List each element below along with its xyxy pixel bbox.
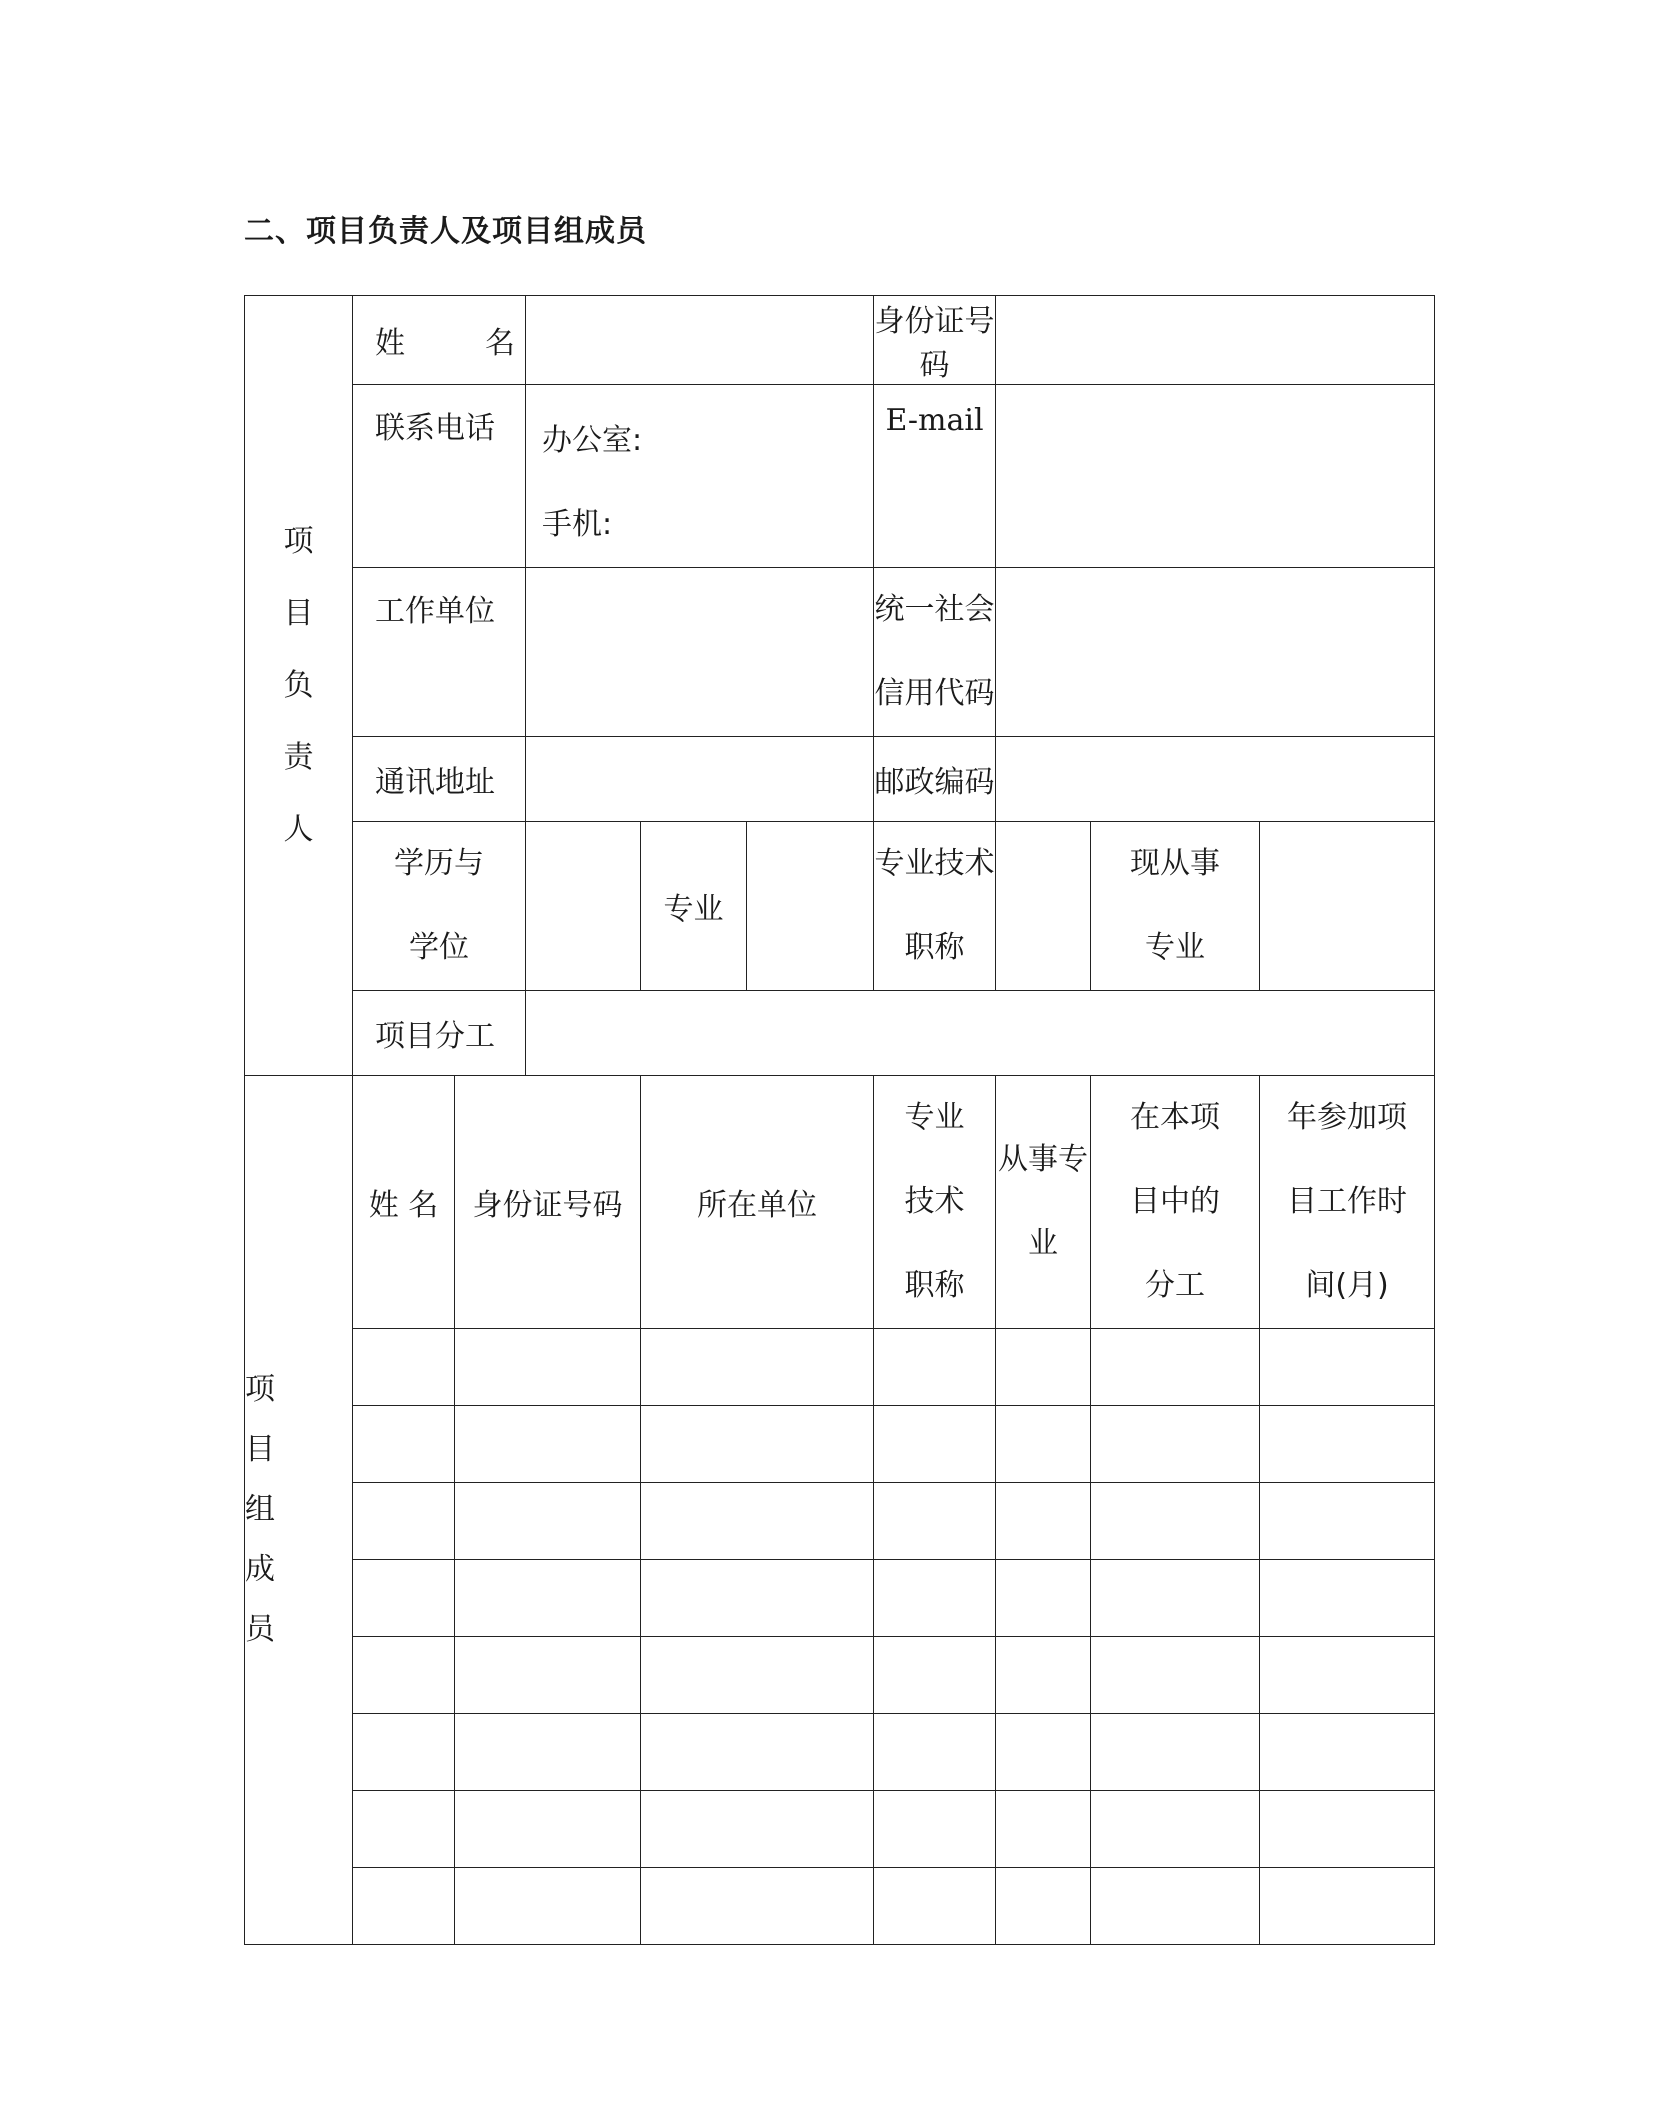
member-row [245,1714,1435,1791]
office-phone-label: 办公室: [542,423,643,458]
member-cell[interactable] [1091,1483,1260,1560]
member-cell[interactable] [996,1329,1091,1406]
member-cell[interactable] [1091,1406,1260,1483]
member-row [245,1637,1435,1714]
member-cell[interactable] [1260,1329,1435,1406]
member-major-header: 从事专 业 [996,1076,1091,1329]
member-cell[interactable] [996,1483,1091,1560]
member-cell[interactable] [641,1714,874,1791]
member-cell[interactable] [353,1637,455,1714]
member-row [245,1329,1435,1406]
member-cell[interactable] [996,1560,1091,1637]
email-field[interactable] [996,385,1435,568]
member-row [245,1560,1435,1637]
degree-label: 学历与 学位 [353,822,526,991]
current-major-label: 现从事 专业 [1091,822,1260,991]
member-row [245,1483,1435,1560]
member-cell[interactable] [1091,1714,1260,1791]
member-cell[interactable] [455,1714,641,1791]
work-unit-label: 工作单位 [353,568,526,737]
phone-field[interactable] [526,385,874,568]
id-label: 身份证号码 [874,296,996,385]
member-cell[interactable] [1260,1560,1435,1637]
member-row [245,1406,1435,1483]
member-cell[interactable] [874,1714,996,1791]
member-cell[interactable] [353,1483,455,1560]
leader-name-field[interactable] [526,296,874,385]
member-cell[interactable] [455,1791,641,1868]
member-cell[interactable] [874,1329,996,1406]
division-field[interactable] [526,991,1435,1076]
member-cell[interactable] [1260,1483,1435,1560]
member-cell[interactable] [1091,1791,1260,1868]
current-major-field[interactable] [1260,822,1435,991]
professional-title-label: 专业技术 职称 [874,822,996,991]
address-field[interactable] [526,737,874,822]
member-cell[interactable] [455,1483,641,1560]
work-unit-field[interactable] [526,568,874,737]
member-cell[interactable] [641,1637,874,1714]
name-label: 姓 名 [353,296,526,385]
member-cell[interactable] [874,1868,996,1945]
credit-code-label: 统一社会 信用代码 [874,568,996,737]
member-cell[interactable] [996,1406,1091,1483]
member-cell[interactable] [353,1868,455,1945]
member-unit-header: 所在单位 [641,1076,874,1329]
member-division-header: 在本项 目中的 分工 [1091,1076,1260,1329]
member-cell[interactable] [874,1483,996,1560]
phone-label: 联系电话 [353,385,526,568]
mobile-phone-label: 手机: [542,507,613,542]
member-cell[interactable] [641,1329,874,1406]
member-cell[interactable] [1260,1714,1435,1791]
professional-title-field[interactable] [996,822,1091,991]
member-cell[interactable] [874,1560,996,1637]
leader-id-field[interactable] [996,296,1435,385]
member-cell[interactable] [455,1329,641,1406]
member-cell[interactable] [641,1406,874,1483]
member-name-header: 姓 名 [353,1076,455,1329]
member-cell[interactable] [353,1714,455,1791]
section-title: 二、项目负责人及项目组成员 [244,214,647,249]
member-cell[interactable] [641,1560,874,1637]
member-cell[interactable] [874,1637,996,1714]
member-cell[interactable] [1260,1406,1435,1483]
member-cell[interactable] [1091,1560,1260,1637]
member-cell[interactable] [1260,1637,1435,1714]
member-cell[interactable] [1091,1329,1260,1406]
member-cell[interactable] [1091,1868,1260,1945]
member-cell[interactable] [455,1406,641,1483]
email-label: E-mail [874,385,996,568]
address-label: 通讯地址 [353,737,526,822]
member-cell[interactable] [353,1791,455,1868]
member-cell[interactable] [996,1637,1091,1714]
project-personnel-table [244,295,1435,1945]
member-row [245,1868,1435,1945]
member-cell[interactable] [455,1637,641,1714]
member-cell[interactable] [1260,1868,1435,1945]
member-cell[interactable] [455,1560,641,1637]
member-cell[interactable] [874,1406,996,1483]
division-label: 项目分工 [353,991,526,1076]
postal-label: 邮政编码 [874,737,996,822]
members-group-label: 项 目 组 成 员 [245,1076,353,1945]
member-time-header: 年参加项 目工作时 间(月) [1260,1076,1435,1329]
postal-field[interactable] [996,737,1435,822]
member-cell[interactable] [874,1791,996,1868]
member-cell[interactable] [353,1560,455,1637]
member-cell[interactable] [1260,1791,1435,1868]
major-label: 专业 [641,822,747,991]
member-cell[interactable] [455,1868,641,1945]
member-title-header: 专业 技术 职称 [874,1076,996,1329]
member-row [245,1791,1435,1868]
member-cell[interactable] [641,1791,874,1868]
member-id-header: 身份证号码 [455,1076,641,1329]
member-cell[interactable] [996,1714,1091,1791]
leader-group-label: 项 目 负 责 人 [245,296,353,1076]
member-cell[interactable] [353,1406,455,1483]
major-field[interactable] [747,822,874,991]
member-cell[interactable] [996,1868,1091,1945]
member-cell[interactable] [353,1329,455,1406]
degree-field[interactable] [526,822,641,991]
member-cell[interactable] [641,1868,874,1945]
member-cell[interactable] [1091,1637,1260,1714]
member-cell[interactable] [641,1483,874,1560]
credit-code-field[interactable] [996,568,1435,737]
member-cell[interactable] [996,1791,1091,1868]
